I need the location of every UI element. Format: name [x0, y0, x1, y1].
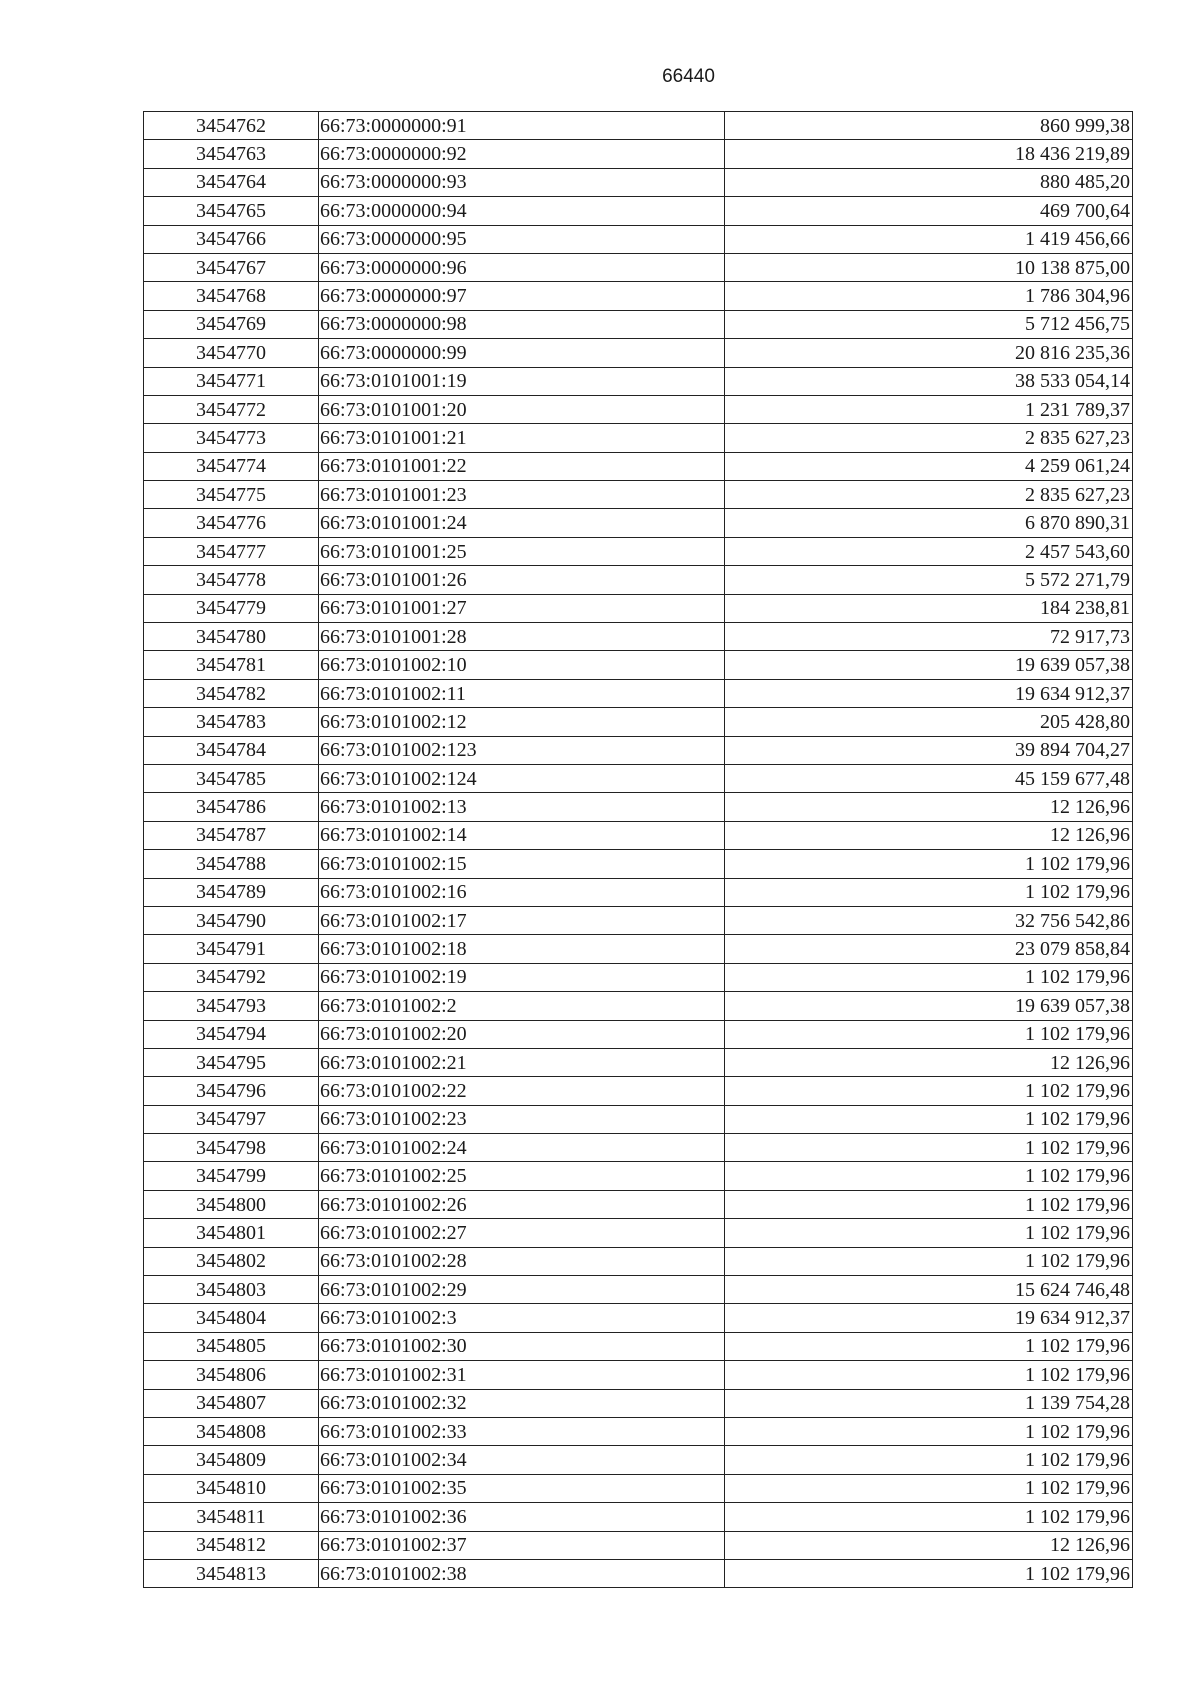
cadastral-value-cell: 1 102 179,96 [725, 1219, 1133, 1247]
table-row [144, 112, 1133, 140]
cadastral-value-cell: 1 102 179,96 [725, 1247, 1133, 1275]
cadastral-value-cell: 2 457 543,60 [725, 537, 1133, 565]
table-row [144, 906, 1133, 934]
cadastral-value-cell: 1 102 179,96 [725, 963, 1133, 991]
cadastral-number-cell: 66:73:0101002:25 [319, 1162, 725, 1190]
row-id-cell: 3454803 [144, 1276, 319, 1304]
cadastral-value-cell: 205 428,80 [725, 708, 1133, 736]
cadastral-value-cell: 1 139 754,28 [725, 1389, 1133, 1417]
cadastral-number-cell: 66:73:0101002:124 [319, 764, 725, 792]
cadastral-value-cell: 19 639 057,38 [725, 651, 1133, 679]
cadastral-value-cell: 880 485,20 [725, 168, 1133, 196]
cadastral-value-cell: 39 894 704,27 [725, 736, 1133, 764]
row-id-cell: 3454802 [144, 1247, 319, 1275]
cadastral-number-cell: 66:73:0101001:26 [319, 566, 725, 594]
table-row [144, 225, 1133, 253]
cadastral-number-cell: 66:73:0101002:27 [319, 1219, 725, 1247]
cadastral-value-cell: 19 634 912,37 [725, 679, 1133, 707]
row-id-cell: 3454776 [144, 509, 319, 537]
cadastral-number-cell: 66:73:0101002:11 [319, 679, 725, 707]
table-row [144, 566, 1133, 594]
table-row [144, 1276, 1133, 1304]
row-id-cell: 3454785 [144, 764, 319, 792]
cadastral-number-cell: 66:73:0101002:16 [319, 878, 725, 906]
cadastral-number-cell: 66:73:0101002:36 [319, 1503, 725, 1531]
row-id-cell: 3454780 [144, 623, 319, 651]
cadastral-number-cell: 66:73:0101002:15 [319, 850, 725, 878]
cadastral-number-cell: 66:73:0101002:22 [319, 1077, 725, 1105]
table-row [144, 793, 1133, 821]
table-row [144, 992, 1133, 1020]
row-id-cell: 3454787 [144, 821, 319, 849]
table-row [144, 1048, 1133, 1076]
cadastral-value-cell: 72 917,73 [725, 623, 1133, 651]
table-row [144, 821, 1133, 849]
cadastral-number-cell: 66:73:0000000:96 [319, 253, 725, 281]
cadastral-value-cell: 1 102 179,96 [725, 1503, 1133, 1531]
cadastral-number-cell: 66:73:0101002:29 [319, 1276, 725, 1304]
row-id-cell: 3454762 [144, 112, 319, 140]
table-row [144, 1503, 1133, 1531]
row-id-cell: 3454775 [144, 481, 319, 509]
row-id-cell: 3454772 [144, 395, 319, 423]
cadastral-value-cell: 6 870 890,31 [725, 509, 1133, 537]
row-id-cell: 3454786 [144, 793, 319, 821]
table-row [144, 253, 1133, 281]
table-row [144, 708, 1133, 736]
cadastral-value-cell: 19 639 057,38 [725, 992, 1133, 1020]
cadastral-number-cell: 66:73:0101002:26 [319, 1190, 725, 1218]
cadastral-number-cell: 66:73:0101002:38 [319, 1559, 725, 1587]
row-id-cell: 3454796 [144, 1077, 319, 1105]
cadastral-number-cell: 66:73:0101001:21 [319, 424, 725, 452]
table-row [144, 736, 1133, 764]
row-id-cell: 3454804 [144, 1304, 319, 1332]
cadastral-number-cell: 66:73:0101001:28 [319, 623, 725, 651]
cadastral-number-cell: 66:73:0101001:19 [319, 367, 725, 395]
table-row [144, 1332, 1133, 1360]
table-row [144, 339, 1133, 367]
cadastral-value-cell: 1 786 304,96 [725, 282, 1133, 310]
table-row [144, 1190, 1133, 1218]
table-row [144, 1389, 1133, 1417]
row-id-cell: 3454791 [144, 935, 319, 963]
cadastral-number-cell: 66:73:0000000:95 [319, 225, 725, 253]
table-row [144, 1134, 1133, 1162]
cadastral-value-cell: 32 756 542,86 [725, 906, 1133, 934]
cadastral-number-cell: 66:73:0000000:94 [319, 197, 725, 225]
table-row [144, 878, 1133, 906]
row-id-cell: 3454783 [144, 708, 319, 736]
cadastral-value-cell: 1 102 179,96 [725, 1417, 1133, 1445]
row-id-cell: 3454764 [144, 168, 319, 196]
row-id-cell: 3454806 [144, 1361, 319, 1389]
row-id-cell: 3454795 [144, 1048, 319, 1076]
table-row [144, 1559, 1133, 1587]
cadastral-number-cell: 66:73:0000000:99 [319, 339, 725, 367]
table-row [144, 1020, 1133, 1048]
table-row [144, 1304, 1133, 1332]
row-id-cell: 3454771 [144, 367, 319, 395]
cadastral-number-cell: 66:73:0101002:37 [319, 1531, 725, 1559]
cadastral-number-cell: 66:73:0101002:21 [319, 1048, 725, 1076]
cadastral-number-cell: 66:73:0101001:24 [319, 509, 725, 537]
row-id-cell: 3454773 [144, 424, 319, 452]
table-row [144, 1219, 1133, 1247]
row-id-cell: 3454774 [144, 452, 319, 480]
table-row [144, 651, 1133, 679]
cadastral-number-cell: 66:73:0101002:13 [319, 793, 725, 821]
cadastral-number-cell: 66:73:0000000:98 [319, 310, 725, 338]
cadastral-value-cell: 12 126,96 [725, 793, 1133, 821]
table-row [144, 1162, 1133, 1190]
cadastral-number-cell: 66:73:0101002:20 [319, 1020, 725, 1048]
table-row [144, 310, 1133, 338]
cadastral-value-cell: 184 238,81 [725, 594, 1133, 622]
row-id-cell: 3454784 [144, 736, 319, 764]
row-id-cell: 3454809 [144, 1446, 319, 1474]
table-row [144, 1361, 1133, 1389]
row-id-cell: 3454811 [144, 1503, 319, 1531]
cadastral-number-cell: 66:73:0101002:12 [319, 708, 725, 736]
cadastral-value-cell: 1 102 179,96 [725, 1105, 1133, 1133]
table-row [144, 594, 1133, 622]
cadastral-value-cell: 1 102 179,96 [725, 1474, 1133, 1502]
table-row [144, 395, 1133, 423]
cadastral-number-cell: 66:73:0101002:14 [319, 821, 725, 849]
table-row [144, 168, 1133, 196]
row-id-cell: 3454770 [144, 339, 319, 367]
cadastral-number-cell: 66:73:0101002:17 [319, 906, 725, 934]
cadastral-value-cell: 1 102 179,96 [725, 1446, 1133, 1474]
cadastral-number-cell: 66:73:0000000:93 [319, 168, 725, 196]
cadastral-value-cell: 19 634 912,37 [725, 1304, 1133, 1332]
cadastral-number-cell: 66:73:0101002:28 [319, 1247, 725, 1275]
row-id-cell: 3454788 [144, 850, 319, 878]
cadastral-value-cell: 1 102 179,96 [725, 1332, 1133, 1360]
cadastral-value-cell: 1 102 179,96 [725, 1190, 1133, 1218]
row-id-cell: 3454805 [144, 1332, 319, 1360]
row-id-cell: 3454782 [144, 679, 319, 707]
cadastral-value-cell: 12 126,96 [725, 1531, 1133, 1559]
cadastral-number-cell: 66:73:0101002:34 [319, 1446, 725, 1474]
table-row [144, 537, 1133, 565]
table-row [144, 963, 1133, 991]
row-id-cell: 3454777 [144, 537, 319, 565]
table-row [144, 1474, 1133, 1502]
row-id-cell: 3454793 [144, 992, 319, 1020]
cadastral-number-cell: 66:73:0101001:23 [319, 481, 725, 509]
cadastral-number-cell: 66:73:0101002:35 [319, 1474, 725, 1502]
cadastral-number-cell: 66:73:0101001:27 [319, 594, 725, 622]
cadastral-value-cell: 1 102 179,96 [725, 1134, 1133, 1162]
cadastral-value-cell: 1 102 179,96 [725, 1077, 1133, 1105]
cadastral-value-cell: 1 231 789,37 [725, 395, 1133, 423]
cadastral-value-cell: 12 126,96 [725, 1048, 1133, 1076]
table-row [144, 1247, 1133, 1275]
table-row [144, 1531, 1133, 1559]
cadastral-value-cell: 1 102 179,96 [725, 1162, 1133, 1190]
row-id-cell: 3454807 [144, 1389, 319, 1417]
cadastral-number-cell: 66:73:0101002:10 [319, 651, 725, 679]
cadastral-number-cell: 66:73:0101002:32 [319, 1389, 725, 1417]
cadastral-value-cell: 45 159 677,48 [725, 764, 1133, 792]
table-row [144, 481, 1133, 509]
table-row [144, 509, 1133, 537]
row-id-cell: 3454768 [144, 282, 319, 310]
table-row [144, 1446, 1133, 1474]
row-id-cell: 3454765 [144, 197, 319, 225]
table-row [144, 623, 1133, 651]
cadastral-value-cell: 2 835 627,23 [725, 481, 1133, 509]
cadastral-number-cell: 66:73:0101002:23 [319, 1105, 725, 1133]
cadastral-value-cell: 18 436 219,89 [725, 140, 1133, 168]
cadastral-number-cell: 66:73:0101002:33 [319, 1417, 725, 1445]
row-id-cell: 3454801 [144, 1219, 319, 1247]
cadastral-value-cell: 860 999,38 [725, 112, 1133, 140]
table-row [144, 452, 1133, 480]
cadastral-value-cell: 2 835 627,23 [725, 424, 1133, 452]
row-id-cell: 3454792 [144, 963, 319, 991]
cadastral-number-cell: 66:73:0101002:123 [319, 736, 725, 764]
cadastral-number-cell: 66:73:0000000:97 [319, 282, 725, 310]
cadastral-number-cell: 66:73:0101002:3 [319, 1304, 725, 1332]
cadastral-value-cell: 38 533 054,14 [725, 367, 1133, 395]
row-id-cell: 3454767 [144, 253, 319, 281]
row-id-cell: 3454810 [144, 1474, 319, 1502]
row-id-cell: 3454778 [144, 566, 319, 594]
row-id-cell: 3454763 [144, 140, 319, 168]
table-row [144, 1417, 1133, 1445]
cadastral-value-cell: 5 572 271,79 [725, 566, 1133, 594]
cadastral-number-cell: 66:73:0101002:2 [319, 992, 725, 1020]
row-id-cell: 3454812 [144, 1531, 319, 1559]
row-id-cell: 3454781 [144, 651, 319, 679]
cadastral-number-cell: 66:73:0101002:30 [319, 1332, 725, 1360]
table-row [144, 935, 1133, 963]
cadastral-number-cell: 66:73:0101002:19 [319, 963, 725, 991]
table-row [144, 850, 1133, 878]
row-id-cell: 3454790 [144, 906, 319, 934]
table-row [144, 424, 1133, 452]
cadastral-value-cell: 1 419 456,66 [725, 225, 1133, 253]
cadastral-number-cell: 66:73:0000000:92 [319, 140, 725, 168]
cadastral-value-cell: 5 712 456,75 [725, 310, 1133, 338]
cadastral-value-cell: 10 138 875,00 [725, 253, 1133, 281]
cadastral-number-cell: 66:73:0101001:22 [319, 452, 725, 480]
cadastral-value-cell: 1 102 179,96 [725, 878, 1133, 906]
table-row [144, 1077, 1133, 1105]
cadastral-value-cell: 15 624 746,48 [725, 1276, 1133, 1304]
cadastral-value-cell: 1 102 179,96 [725, 1361, 1133, 1389]
table-row [144, 140, 1133, 168]
table-row [144, 367, 1133, 395]
cadastral-value-cell: 1 102 179,96 [725, 1559, 1133, 1587]
cadastral-number-cell: 66:73:0101002:31 [319, 1361, 725, 1389]
cadastral-number-cell: 66:73:0101001:25 [319, 537, 725, 565]
table-row [144, 1105, 1133, 1133]
row-id-cell: 3454779 [144, 594, 319, 622]
table-row [144, 282, 1133, 310]
row-id-cell: 3454794 [144, 1020, 319, 1048]
row-id-cell: 3454799 [144, 1162, 319, 1190]
cadastral-value-cell: 23 079 858,84 [725, 935, 1133, 963]
cadastral-value-cell: 469 700,64 [725, 197, 1133, 225]
page-number: 66440 [662, 66, 715, 87]
cadastral-value-cell: 1 102 179,96 [725, 850, 1133, 878]
cadastral-value-cell: 20 816 235,36 [725, 339, 1133, 367]
row-id-cell: 3454808 [144, 1417, 319, 1445]
cadastral-value-cell: 1 102 179,96 [725, 1020, 1133, 1048]
row-id-cell: 3454797 [144, 1105, 319, 1133]
row-id-cell: 3454800 [144, 1190, 319, 1218]
cadastral-number-cell: 66:73:0101001:20 [319, 395, 725, 423]
row-id-cell: 3454766 [144, 225, 319, 253]
cadastral-value-cell: 12 126,96 [725, 821, 1133, 849]
cadastral-number-cell: 66:73:0101002:24 [319, 1134, 725, 1162]
row-id-cell: 3454798 [144, 1134, 319, 1162]
table-row [144, 679, 1133, 707]
table-row [144, 764, 1133, 792]
row-id-cell: 3454769 [144, 310, 319, 338]
row-id-cell: 3454789 [144, 878, 319, 906]
row-id-cell: 3454813 [144, 1559, 319, 1587]
cadastral-number-cell: 66:73:0000000:91 [319, 112, 725, 140]
cadastral-number-cell: 66:73:0101002:18 [319, 935, 725, 963]
cadastral-value-cell: 4 259 061,24 [725, 452, 1133, 480]
table-row [144, 197, 1133, 225]
cadastral-value-table [143, 111, 1133, 1588]
